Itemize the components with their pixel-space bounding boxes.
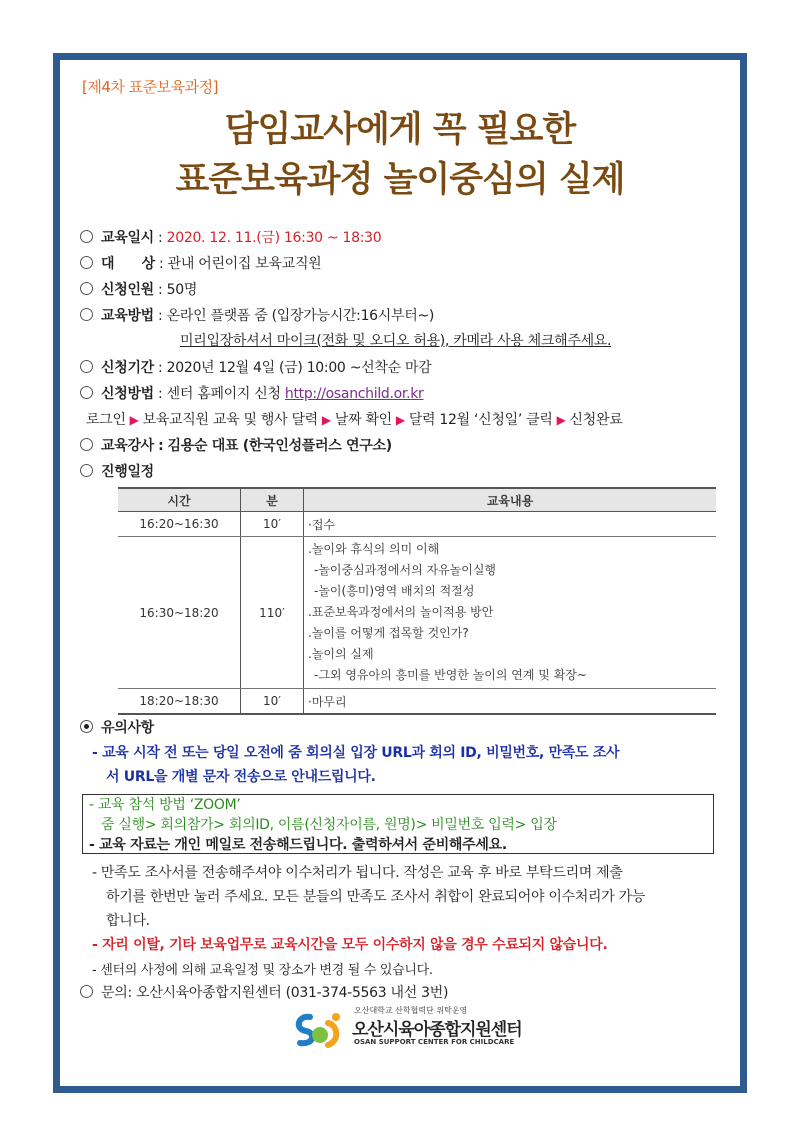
apply-steps: 로그인 ▶ 보육교직원 교육 및 행사 달력 ▶ 날짜 확인 ▶ 달력 12월 ‘신청일’ 클릭 ▶ 신청완료 xyxy=(86,412,623,428)
circle-bullet-icon xyxy=(80,464,93,477)
radio-filled-icon xyxy=(80,720,93,733)
circle-bullet-icon xyxy=(80,282,93,295)
notes-survey-line2: 하기를 한번만 눌러 주세요. 모든 분들의 만족도 조사서 취합이 완료되어야 이수처리가 가능 xyxy=(106,889,646,905)
flyer-title-line2: 표준보육과정 놀이중심의 실제 xyxy=(175,160,625,200)
info-method: 교육방법 : 온라인 플랫폼 줌 (입장가능시간:16시부터~) xyxy=(80,305,434,325)
table-row: 16:30~18:20 110′ .놀이와 휴식의 의미 이해 -놀이중심과정에서의 자유놀이실행 -놀이(흥미)영역 배치의 적절성 .표준보육과정에서의 놀이적용 방안 .놀이를 어떻게 접목할 것인가? .놀이의 실제 -그외 영유아의 흥미를 반영한 놀이의 연계 및 확장~ xyxy=(118,537,716,689)
notes-warning: - 자리 이탈, 기타 보육업무로 교육시간을 모두 이수하지 않을 경우 수료되지 않습니다. xyxy=(92,937,608,953)
flyer-title-line1: 담임교사에게 꼭 필요한 xyxy=(224,110,576,150)
circle-bullet-icon xyxy=(80,360,93,373)
triangle-right-icon: ▶ xyxy=(395,413,405,427)
info-period: 신청기간 : 2020년 12월 4일 (금) 10:00 ~선착순 마감 xyxy=(80,357,431,377)
notes-change: - 센터의 사정에 의해 교육일정 및 장소가 변경 될 수 있습니다. xyxy=(92,963,433,978)
table-row: 16:20~16:30 10′ ·접수 xyxy=(118,512,716,537)
info-target: 대 상 : 관내 어린이집 보육교직원 xyxy=(80,253,321,273)
info-apply: 신청방법 : 센터 홈페이지 신청 http://osanchild.or.kr xyxy=(80,383,424,403)
circle-bullet-icon xyxy=(80,985,93,998)
circle-bullet-icon xyxy=(80,256,93,269)
notes-survey-line3: 합니다. xyxy=(106,913,150,929)
triangle-right-icon: ▶ xyxy=(321,413,331,427)
circle-bullet-icon xyxy=(80,386,93,399)
circle-bullet-icon xyxy=(80,438,93,451)
center-logo: 오산대학교 산학협력단 위탁운영 오산시육아종합지원센터 OSAN SUPPORT CENTER FOR CHILDCARE xyxy=(292,1005,532,1055)
table-row: 18:20~18:30 10′ ·마무리 xyxy=(118,689,716,715)
circle-bullet-icon xyxy=(80,308,93,321)
table-header-row: 시간 분 교육내용 xyxy=(118,488,716,512)
notes-survey-line1: - 만족도 조사서를 전송해주셔야 이수처리가 됩니다. 작성은 교육 후 바로 부탁드리며 제출 xyxy=(92,865,623,881)
notes-blue-line2: 서 URL을 개별 문자 전송으로 안내드립니다. xyxy=(106,769,376,785)
triangle-right-icon: ▶ xyxy=(556,413,566,427)
circle-bullet-icon xyxy=(80,230,93,243)
logo-mark-icon xyxy=(292,1009,348,1051)
info-schedule-label: 진행일정 xyxy=(80,461,154,481)
info-capacity: 신청인원 : 50명 xyxy=(80,279,197,299)
homepage-link[interactable]: http://osanchild.or.kr xyxy=(284,386,424,402)
schedule-table xyxy=(118,487,716,715)
zoom-guide-box: - 교육 참석 방법 ‘ZOOM’ 줌 실행> 회의참가> 회의ID, 이름(신청자이름, 원명)> 비밀번호 입력> 입장 - 교육 자료는 개인 메일로 전송해드립니다. 출력하셔서 준비해주세요. xyxy=(82,794,714,854)
flyer-frame xyxy=(53,53,747,1093)
notes-title: 유의사항 xyxy=(80,717,154,737)
info-date: 교육일시 : 2020. 12. 11.(금) 16:30 ~ 18:30 xyxy=(80,227,381,247)
info-method-note: 미리입장하셔서 마이크(전화 및 오디오 허용), 카메라 사용 체크해주세요. xyxy=(180,333,612,349)
info-instructor: 교육강사 : 김용순 대표 (한국인성플러스 연구소) xyxy=(80,435,392,455)
flyer-subtitle: [제4차 표준보육과정] xyxy=(82,78,218,96)
contact-info: 문의: 오산시육아종합지원센터 (031-374-5563 내선 3번) xyxy=(80,982,448,1002)
triangle-right-icon: ▶ xyxy=(129,413,139,427)
notes-blue-line1: - 교육 시작 전 또는 당일 오전에 줌 회의실 입장 URL과 회의 ID, 비밀번호, 만족도 조사 xyxy=(92,745,620,761)
